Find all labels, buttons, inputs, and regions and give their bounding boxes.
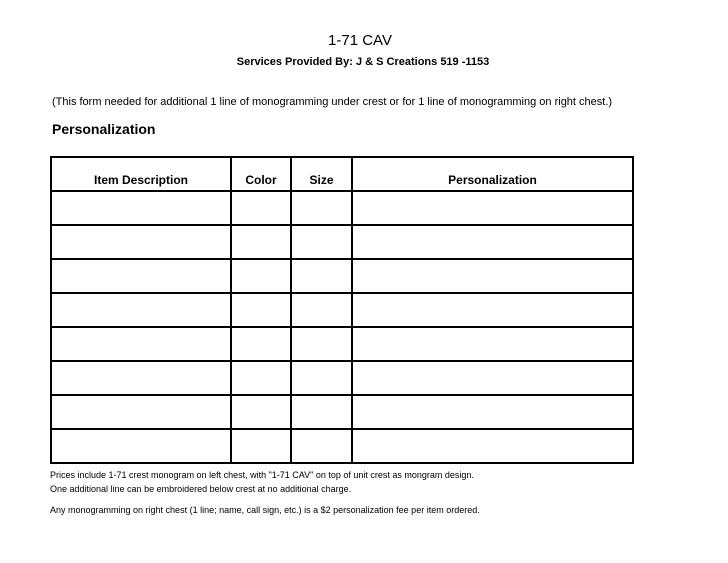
size-cell[interactable]	[291, 395, 352, 429]
personalization-cell[interactable]	[352, 225, 633, 259]
color-cell[interactable]	[231, 429, 291, 463]
item-description-cell[interactable]	[51, 395, 231, 429]
personalization-cell[interactable]	[352, 259, 633, 293]
form-title	[0, 32, 728, 49]
footer-line-2: One additional line can be embroidered below crest at no additional charge.	[50, 484, 352, 494]
form-note: (This form needed for additional 1 line of monogramming under crest or for 1 line of monogramming on right chest.)	[52, 96, 613, 108]
personalization-cell[interactable]	[352, 395, 633, 429]
column-header-item-description: Item Description	[51, 157, 231, 191]
personalization-cell[interactable]	[352, 191, 633, 225]
table-row	[51, 361, 633, 395]
personalization-table	[50, 156, 634, 464]
color-cell[interactable]	[231, 361, 291, 395]
table-row	[51, 429, 633, 463]
personalization-cell[interactable]	[352, 327, 633, 361]
form-subtitle	[0, 56, 728, 68]
table-body	[51, 191, 633, 463]
personalization-cell[interactable]	[352, 361, 633, 395]
section-heading: Personalization	[52, 121, 156, 137]
item-description-cell[interactable]	[51, 293, 231, 327]
size-cell[interactable]	[291, 429, 352, 463]
size-cell[interactable]	[291, 327, 352, 361]
size-cell[interactable]	[291, 259, 352, 293]
color-cell[interactable]	[231, 327, 291, 361]
size-cell[interactable]	[291, 225, 352, 259]
form-subtitle-text: Services Provided By: J & S Creations 519 -1153	[236, 56, 490, 68]
personalization-cell[interactable]	[352, 293, 633, 327]
personalization-cell[interactable]	[352, 429, 633, 463]
color-cell[interactable]	[231, 293, 291, 327]
table-row	[51, 259, 633, 293]
item-description-cell[interactable]	[51, 429, 231, 463]
size-cell[interactable]	[291, 191, 352, 225]
footer-line-3: Any monogramming on right chest (1 line; name, call sign, etc.) is a $2 personalization fee per item ordered.	[50, 505, 480, 515]
size-cell[interactable]	[291, 293, 352, 327]
item-description-cell[interactable]	[51, 259, 231, 293]
item-description-cell[interactable]	[51, 191, 231, 225]
table-row	[51, 395, 633, 429]
footer-line-1: Prices include 1-71 crest monogram on left chest, with "1-71 CAV" on top of unit crest as mongram design.	[50, 470, 474, 480]
column-header-size: Size	[291, 157, 352, 191]
form-title-text: 1-71 CAV	[328, 32, 392, 49]
table-row	[51, 225, 633, 259]
table-row	[51, 327, 633, 361]
column-header-personalization: Personalization	[352, 157, 633, 191]
table-row	[51, 293, 633, 327]
color-cell[interactable]	[231, 395, 291, 429]
color-cell[interactable]	[231, 225, 291, 259]
item-description-cell[interactable]	[51, 225, 231, 259]
table-row	[51, 191, 633, 225]
column-header-color: Color	[231, 157, 291, 191]
item-description-cell[interactable]	[51, 361, 231, 395]
color-cell[interactable]	[231, 191, 291, 225]
color-cell[interactable]	[231, 259, 291, 293]
table-header-row	[51, 157, 633, 191]
size-cell[interactable]	[291, 361, 352, 395]
item-description-cell[interactable]	[51, 327, 231, 361]
